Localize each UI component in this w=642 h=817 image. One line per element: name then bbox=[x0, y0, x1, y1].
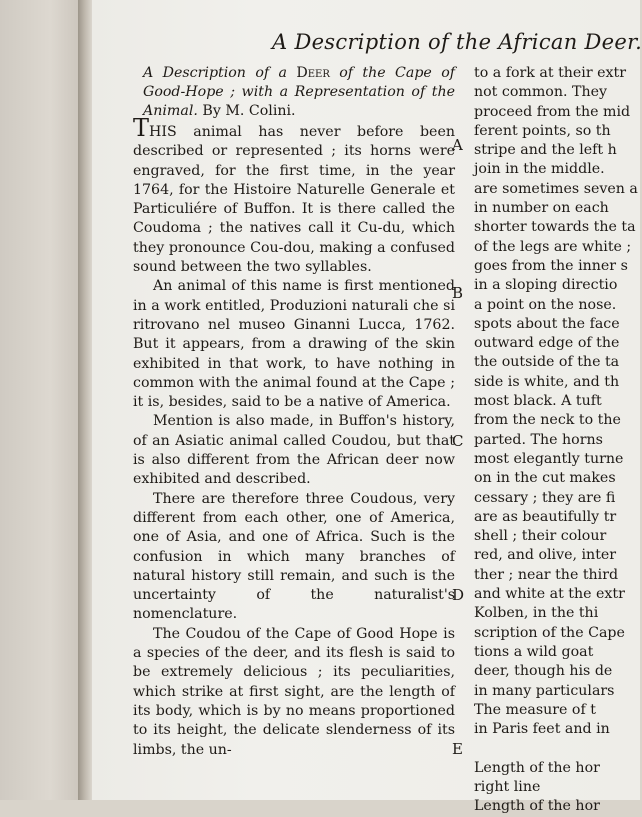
column-right-line: on in the cut makes bbox=[474, 470, 616, 487]
column-right bbox=[474, 64, 640, 815]
column-right-line: most black. A tuft bbox=[474, 393, 602, 410]
column-right-line: shell ; their colour bbox=[474, 528, 607, 545]
drop-cap: T bbox=[133, 114, 150, 142]
column-left bbox=[133, 64, 455, 760]
column-right-line: of the legs are white ; bbox=[474, 238, 632, 255]
column-right-line: in a sloping directio bbox=[474, 277, 618, 294]
left-page-edge bbox=[0, 0, 84, 800]
column-right-line: to a fork at their extr bbox=[474, 65, 627, 81]
margin-letter-d: D bbox=[452, 586, 465, 604]
column-right-line: scription of the Cape bbox=[474, 624, 625, 641]
margin-letter-c: C bbox=[452, 432, 464, 450]
column-right-line: The measure of t bbox=[474, 701, 596, 718]
column-right-line: the outside of the ta bbox=[474, 354, 620, 371]
column-right-line: are as beautifully tr bbox=[474, 508, 617, 525]
column-right-line: from the neck to the bbox=[474, 412, 621, 429]
column-right-line: most elegantly turne bbox=[474, 450, 624, 467]
column-right-line: in number on each bbox=[474, 200, 609, 217]
column-right-line: red, and olive, inter bbox=[474, 547, 617, 564]
column-right-line: and white at the extr bbox=[474, 586, 625, 603]
column-right-line: join in the middle. bbox=[474, 161, 605, 178]
column-right-line: are sometimes seven a bbox=[474, 180, 638, 197]
running-head: A Description of the African Deer. bbox=[272, 30, 642, 54]
paragraph-3: Mention is also made, in Buffon's history, of an Asiatic animal called Coudou, but that is also different from the African deer now exhibited and described. bbox=[133, 413, 455, 488]
title-deer: Deer bbox=[296, 65, 330, 81]
article-title bbox=[133, 64, 455, 121]
column-right-line: a point on the nose. bbox=[474, 296, 617, 313]
column-right-line: ferent points, so th bbox=[474, 122, 611, 139]
column-right-line: ther ; near the third bbox=[474, 566, 619, 583]
column-right-line: outward edge of the bbox=[474, 335, 620, 352]
paragraph-1 bbox=[133, 114, 455, 277]
title-part2: of the Cape of Good-Hope ; with a Representation of the Animal. bbox=[143, 65, 455, 119]
column-right-line: right line bbox=[474, 778, 541, 795]
column-right-line: tions a wild goat bbox=[474, 643, 594, 660]
column-right-line: Length of the hor bbox=[474, 759, 600, 776]
paragraph-2: An animal of this name is first mentioned in a work entitled, Produzioni naturali che si ritrovano nel museo Ginanni Lucca, 1762. But it appears, from a drawing of the skin exhibited in that work, to have nothing in common with the animal found at the Cape ; it is, besides, said to be a native of America. bbox=[133, 278, 455, 411]
column-right-line: deer, though his de bbox=[474, 663, 613, 680]
margin-letter-a: A bbox=[452, 136, 463, 154]
column-right-line: Kolben, in the thi bbox=[474, 605, 599, 622]
title-part1: A Description of a bbox=[143, 65, 297, 81]
column-right-line: in many particulars bbox=[474, 682, 615, 699]
column-right-line: not common. They bbox=[474, 84, 607, 101]
column-right-line: Length of the hor bbox=[474, 798, 600, 815]
column-right-line: goes from the inner s bbox=[474, 257, 628, 274]
paragraph-5: The Coudou of the Cape of Good Hope is a species of the deer, and its flesh is said to be extremely delicious ; its peculiarities, which strike at first sight, are the length of its body, which is by no means proportioned to its height, the delicate slenderness of its limbs, the un- bbox=[133, 625, 455, 758]
column-right-line: in Paris feet and in bbox=[474, 721, 610, 738]
paragraph-4: There are therefore three Coudous, very different from each other, one of America, one of Asia, and one of Africa. Such is the confusion in which many branches of natural history still remain, and such is the uncertainty of the naturalist's nomenclature. bbox=[133, 490, 455, 623]
column-right-line: parted. The horns bbox=[474, 431, 603, 448]
column-right-line: shorter towards the ta bbox=[474, 219, 636, 236]
column-right-line: spots about the face bbox=[474, 315, 620, 332]
paragraph-1-text: HIS animal has never before been described or represented ; its horns were engraved, for the first time, in the year 1764, for the Histoire Naturelle Generale et Particuliére of Buffon. It is there called the Coudoma ; the natives call it Cu-du, which they pronounce Cou-dou, making a confused sound between the two syllables. bbox=[133, 124, 455, 276]
title-author: By M. Colini. bbox=[197, 103, 296, 119]
column-right-line: proceed from the mid bbox=[474, 103, 631, 120]
column-right-line: stripe and the left h bbox=[474, 142, 617, 159]
margin-letter-b: B bbox=[452, 284, 464, 302]
column-right-line bbox=[474, 739, 640, 758]
column-right-line: side is white, and th bbox=[474, 373, 620, 390]
margin-letter-e: E bbox=[452, 740, 463, 758]
column-right-line: cessary ; they are fi bbox=[474, 489, 616, 506]
